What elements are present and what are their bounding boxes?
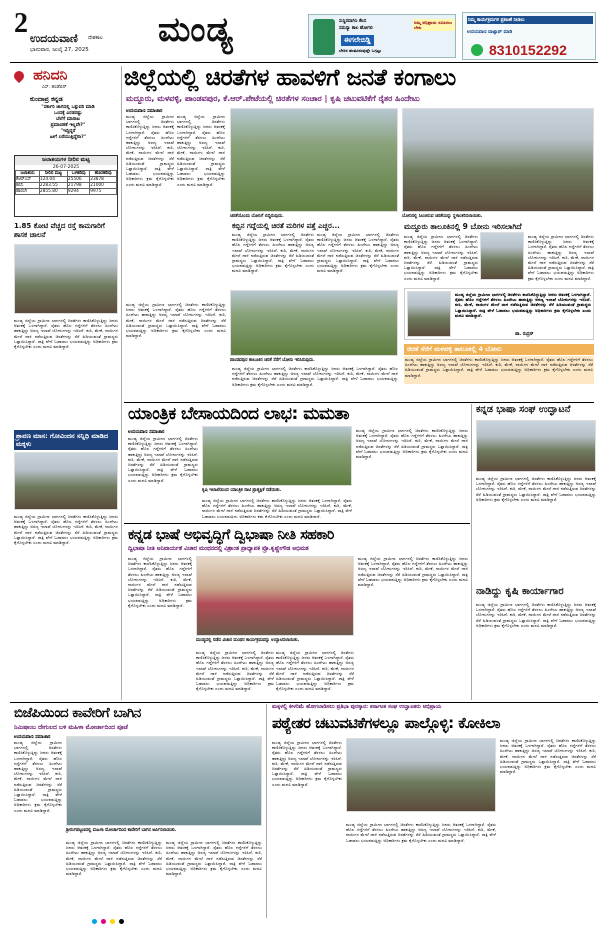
section-title: ಮಂಡ್ಯ (158, 10, 234, 50)
lead-col2: ಮಂಡ್ಯ ಜಿಲ್ಲೆಯ ಗ್ರಾಮೀಣ ಭಾಗಗಳಲ್ಲಿ ಚಿರತೆಗಳು ಕಾಣಿಸಿಕೊಳ್ಳುತ್ತಿದ್ದು ಜನರು ಆತಂಕಕ್ಕೆ ಒಳಗಾಗಿದ್ದಾರೆ. ರೈತರು ಹೊಲ ಗದ್ದೆಗಳಿಗೆ ತೆರಳಲು ಹಿಂದೇಟು ಹಾಕುತ್ತಿದ್ದು ಅರಣ್ಯ ಇಲಾಖೆ ಬೋನುಗಳನ್ನು ಇರಿಸಿದೆ. ಕುರಿ, ಮೇಕೆ, ನಾಯಿಗಳ ಮೇಲೆ ದಾಳಿ ನಡೆಸುತ್ತಿರುವ ಚಿರತೆಗಳನ್ನು ಸೆರೆ ಹಿಡಿಯುವಂತೆ ಗ್ರಾಮಸ್ಥರು ಒತ್ತಾಯಿಸಿದ್ದಾರೆ. ರಾತ್ರಿ ವೇಳೆ ಓಡಾಡಲು ಭಯಪಡುತ್ತಿದ್ದು ಅಧಿಕಾರಿಗಳು ಕ್ರಮ ಕೈಗೊಳ್ಳಬೇಕು ಎಂದು ಮನವಿ ಮಾಡಿದ್ದಾರೆ. (177, 114, 225, 187)
table-cell: 124.04 (39, 177, 67, 183)
lead-box-headline: ಕಬ್ಬಿನ ಗದ್ದೆಯಲ್ಲಿ ಚಿರತೆ ಮರಿಗಳ ಪತ್ತೆ ಎಚ್ಚರ... (232, 222, 340, 230)
water-level-table (15, 170, 117, 195)
table-cell: ಕೆಆರ್‌ಎಸ್ (16, 177, 40, 183)
page-number: 2 (14, 8, 28, 39)
table-header: ನೀರಿನ ಮಟ್ಟ (39, 171, 67, 177)
orange-box-headline: ಚಿರತೆ ಸೆರೆಗೆ ಮಳವಳ್ಳಿ ತಾಲೂಕಲ್ಲಿ 4 ಬೋನು (404, 344, 594, 355)
right-headline-workshop: ನಾಡಿದ್ದು ಕೃಷಿ ಕಾರ್ಯಾಗಾರ (476, 586, 564, 597)
heart-icon (12, 68, 26, 82)
table-cell: 25506 (67, 177, 89, 183)
phone-graphic-icon (313, 19, 335, 55)
ad2-line1: ನಿಮ್ಮ ಕಾರ್ಯಕ್ರಮಗಳ ಪ್ರಕಟಣೆ ನೀಡಲು (467, 16, 593, 24)
bottom-headline-kokila: ಪಠ್ಯೇತರ ಚಟುವಟಿಕೆಗಳಲ್ಲೂ ಪಾಲ್ಗೊಳ್ಳಿ: ಕೋಕಿಲಾ (272, 714, 501, 732)
table-cell: 23878 (90, 177, 117, 183)
ad1-line2: ಸಮಸ್ಯಾ ಕಾಲ ಹೋಗಲಿ (339, 26, 373, 31)
poem-line: "ಸರ್ಕಾರಿ ಜಾಗದಲ್ಲಿ ಒತ್ತುವರಿ ಮಾಡಿ (41, 105, 95, 110)
right-headline-sangha: ಕನ್ನಡ ಭಾಷಾ ಸಂಘ ಉದ್ಘಾಟನೆ (476, 404, 571, 415)
water-box-title: ಜಲಾಶಯಗಳ ನೀರಿನ ಮಟ್ಟ (15, 156, 117, 165)
lead-caption2: ಬೋನಿನಲ್ಲಿ ಸಿಲುಕಿರುವ ಚಿರತೆಯನ್ನು ಸ್ಥಳಾಂತರಿಸಲಾಯಿತು. (402, 214, 483, 219)
middle-col1: ಮಂಡ್ಯ ಜಿಲ್ಲೆಯ ಗ್ರಾಮೀಣ ಭಾಗಗಳಲ್ಲಿ ಚಿರತೆಗಳು ಕಾಣಿಸಿಕೊಳ್ಳುತ್ತಿದ್ದು ಜನರು ಆತಂಕಕ್ಕೆ ಒಳಗಾಗಿದ್ದಾರೆ. ರೈತರು ಹೊಲ ಗದ್ದೆಗಳಿಗೆ ತೆರಳಲು ಹಿಂದೇಟು ಹಾಕುತ್ತಿದ್ದು ಅರಣ್ಯ ಇಲಾಖೆ ಬೋನುಗಳನ್ನು ಇರಿಸಿದೆ. ಕುರಿ, ಮೇಕೆ, ನಾಯಿಗಳ ಮೇಲೆ ದಾಳಿ ನಡೆಸುತ್ತಿರುವ ಚಿರತೆಗಳನ್ನು ಸೆರೆ ಹಿಡಿಯುವಂತೆ ಗ್ರಾಮಸ್ಥರು ಒತ್ತಾಯಿಸಿದ್ದಾರೆ. ರಾತ್ರಿ ವೇಳೆ ಓಡಾಡಲು ಭಯಪಡುತ್ತಿದ್ದು ಅಧಿಕಾರಿಗಳು ಕ್ರಮ ಕೈಗೊಳ್ಳಬೇಕು ಎಂದು ಮನವಿ ಮಾಡಿದ್ದಾರೆ. (128, 436, 198, 483)
registration-marks (92, 919, 124, 924)
water-box-date: 26-07-2025 (52, 165, 80, 170)
lead-photo-team (402, 108, 594, 212)
quote-box (404, 288, 594, 340)
bottom-divider (266, 704, 267, 918)
table-cell: 21000 (90, 183, 117, 189)
poem-line: ಹೀಗೆ ಬರೆಯುತ್ತಿದ್ದೆನಾ?" (49, 135, 87, 140)
middle-caption: ಕೃಷಿ ಇಲಾಖೆಯಿಂದ ಯಾಂತ್ರಿಕ ನಾಟಿ ಪ್ರಾತ್ಯಕ್ಷಿಕೆ ನಡೆಯಿತು. (202, 488, 282, 493)
lead-col1: ಮಂಡ್ಯ ಜಿಲ್ಲೆಯ ಗ್ರಾಮೀಣ ಭಾಗಗಳಲ್ಲಿ ಚಿರತೆಗಳು ಕಾಣಿಸಿಕೊಳ್ಳುತ್ತಿದ್ದು ಜನರು ಆತಂಕಕ್ಕೆ ಒಳಗಾಗಿದ್ದಾರೆ. ರೈತರು ಹೊಲ ಗದ್ದೆಗಳಿಗೆ ತೆರಳಲು ಹಿಂದೇಟು ಹಾಕುತ್ತಿದ್ದು ಅರಣ್ಯ ಇಲಾಖೆ ಬೋನುಗಳನ್ನು ಇರಿಸಿದೆ. ಕುರಿ, ಮೇಕೆ, ನಾಯಿಗಳ ಮೇಲೆ ದಾಳಿ ನಡೆಸುತ್ತಿರುವ ಚಿರತೆಗಳನ್ನು ಸೆರೆ ಹಿಡಿಯುವಂತೆ ಗ್ರಾಮಸ್ಥರು ಒತ್ತಾಯಿಸಿದ್ದಾರೆ. ರಾತ್ರಿ ವೇಳೆ ಓಡಾಡಲು ಭಯಪಡುತ್ತಿದ್ದು ಅಧಿಕಾರಿಗಳು ಕ್ರಮ ಕೈಗೊಳ್ಳಬೇಕು ಎಂದು ಮನವಿ ಮಾಡಿದ್ದಾರೆ. (126, 114, 174, 187)
kannada-col2: ಮಂಡ್ಯ ಜಿಲ್ಲೆಯ ಗ್ರಾಮೀಣ ಭಾಗಗಳಲ್ಲಿ ಚಿರತೆಗಳು ಕಾಣಿಸಿಕೊಳ್ಳುತ್ತಿದ್ದು ಜನರು ಆತಂಕಕ್ಕೆ ಒಳಗಾಗಿದ್ದಾರೆ. ರೈತರು ಹೊಲ ಗದ್ದೆಗಳಿಗೆ ತೆರಳಲು ಹಿಂದೇಟು ಹಾಕುತ್ತಿದ್ದು ಅರಣ್ಯ ಇಲಾಖೆ ಬೋನುಗಳನ್ನು ಇರಿಸಿದೆ. ಕುರಿ, ಮೇಕೆ, ನಾಯಿಗಳ ಮೇಲೆ ದಾಳಿ ನಡೆಸುತ್ತಿರುವ ಚಿರತೆಗಳನ್ನು ಸೆರೆ ಹಿಡಿಯುವಂತೆ ಗ್ರಾಮಸ್ಥರು ಒತ್ತಾಯಿಸಿದ್ದಾರೆ. ರಾತ್ರಿ ವೇಳೆ ಓಡಾಡಲು ಭಯಪಡುತ್ತಿದ್ದು ಅಧಿಕಾರಿಗಳು ಕ್ರಮ ಕೈಗೊಳ್ಳಬೇಕು ಎಂದು ಮನವಿ ಮಾಡಿದ್ದಾರೆ. (196, 650, 274, 692)
kokila-col2: ಮಂಡ್ಯ ಜಿಲ್ಲೆಯ ಗ್ರಾಮೀಣ ಭಾಗಗಳಲ್ಲಿ ಚಿರತೆಗಳು ಕಾಣಿಸಿಕೊಳ್ಳುತ್ತಿದ್ದು ಜನರು ಆತಂಕಕ್ಕೆ ಒಳಗಾಗಿದ್ದಾರೆ. ರೈತರು ಹೊಲ ಗದ್ದೆಗಳಿಗೆ ತೆರಳಲು ಹಿಂದೇಟು ಹಾಕುತ್ತಿದ್ದು ಅರಣ್ಯ ಇಲಾಖೆ ಬೋನುಗಳನ್ನು ಇರಿಸಿದೆ. ಕುರಿ, ಮೇಕೆ, ನಾಯಿಗಳ ಮೇಲೆ ದಾಳಿ ನಡೆಸುತ್ತಿರುವ ಚಿರತೆಗಳನ್ನು ಸೆರೆ ಹಿಡಿಯುವಂತೆ ಗ್ರಾಮಸ್ಥರು ಒತ್ತಾಯಿಸಿದ್ದಾರೆ. ರಾತ್ರಿ ವೇಳೆ ಓಡಾಡಲು ಭಯಪಡುತ್ತಿದ್ದು ಅಧಿಕಾರಿಗಳು ಕ್ರಮ ಕೈಗೊಳ್ಳಬೇಕು ಎಂದು ಮನವಿ ಮಾಡಿದ್ದಾರೆ. (346, 822, 496, 843)
table-cell: ಕಬಿನಿ (16, 183, 40, 189)
lead-byline: ಉದಯವಾಣಿ ಸಮಾಚಾರ (126, 109, 163, 114)
right-body-sangha: ಮಂಡ್ಯ ಜಿಲ್ಲೆಯ ಗ್ರಾಮೀಣ ಭಾಗಗಳಲ್ಲಿ ಚಿರತೆಗಳು ಕಾಣಿಸಿಕೊಳ್ಳುತ್ತಿದ್ದು ಜನರು ಆತಂಕಕ್ಕೆ ಒಳಗಾಗಿದ್ದಾರೆ. ರೈತರು ಹೊಲ ಗದ್ದೆಗಳಿಗೆ ತೆರಳಲು ಹಿಂದೇಟು ಹಾಕುತ್ತಿದ್ದು ಅರಣ್ಯ ಇಲಾಖೆ ಬೋನುಗಳನ್ನು ಇರಿಸಿದೆ. ಕುರಿ, ಮೇಕೆ, ನಾಯಿಗಳ ಮೇಲೆ ದಾಳಿ ನಡೆಸುತ್ತಿರುವ ಚಿರತೆಗಳನ್ನು ಸೆರೆ ಹಿಡಿಯುವಂತೆ ಗ್ರಾಮಸ್ಥರು ಒತ್ತಾಯಿಸಿದ್ದಾರೆ. ರಾತ್ರಿ ವೇಳೆ ಓಡಾಡಲು ಭಯಪಡುತ್ತಿದ್ದು ಅಧಿಕಾರಿಗಳು ಕ್ರಮ ಕೈಗೊಳ್ಳಬೇಕು ಎಂದು ಮನವಿ ಮಾಡಿದ್ದಾರೆ. (476, 476, 596, 502)
lead-photo-cage (230, 108, 398, 212)
table-header: ಹೊರಹರಿವು (90, 171, 117, 177)
kannada-col4: ಮಂಡ್ಯ ಜಿಲ್ಲೆಯ ಗ್ರಾಮೀಣ ಭಾಗಗಳಲ್ಲಿ ಚಿರತೆಗಳು ಕಾಣಿಸಿಕೊಳ್ಳುತ್ತಿದ್ದು ಜನರು ಆತಂಕಕ್ಕೆ ಒಳಗಾಗಿದ್ದಾರೆ. ರೈತರು ಹೊಲ ಗದ್ದೆಗಳಿಗೆ ತೆರಳಲು ಹಿಂದೇಟು ಹಾಕುತ್ತಿದ್ದು ಅರಣ್ಯ ಇಲಾಖೆ ಬೋನುಗಳನ್ನು ಇರಿಸಿದೆ. ಕುರಿ, ಮೇಕೆ, ನಾಯಿಗಳ ಮೇಲೆ ದಾಳಿ ನಡೆಸುತ್ತಿರುವ ಚಿರತೆಗಳನ್ನು ಸೆರೆ ಹಿಡಿಯುವಂತೆ ಗ್ರಾಮಸ್ಥರು ಒತ್ತಾಯಿಸಿದ್ದಾರೆ. ರಾತ್ರಿ ವೇಳೆ ಓಡಾಡಲು ಭಯಪಡುತ್ತಿದ್ದು ಅಧಿಕಾರಿಗಳು ಕ್ರಮ ಕೈಗೊಳ್ಳಬೇಕು ಎಂದು ಮನವಿ ಮಾಡಿದ್ದಾರೆ. (358, 556, 468, 588)
bottom-col2: ಮಂಡ್ಯ ಜಿಲ್ಲೆಯ ಗ್ರಾಮೀಣ ಭಾಗಗಳಲ್ಲಿ ಚಿರತೆಗಳು ಕಾಣಿಸಿಕೊಳ್ಳುತ್ತಿದ್ದು ಜನರು ಆತಂಕಕ್ಕೆ ಒಳಗಾಗಿದ್ದಾರೆ. ರೈತರು ಹೊಲ ಗದ್ದೆಗಳಿಗೆ ತೆರಳಲು ಹಿಂದೇಟು ಹಾಕುತ್ತಿದ್ದು ಅರಣ್ಯ ಇಲಾಖೆ ಬೋನುಗಳನ್ನು ಇರಿಸಿದೆ. ಕುರಿ, ಮೇಕೆ, ನಾಯಿಗಳ ಮೇಲೆ ದಾಳಿ ನಡೆಸುತ್ತಿರುವ ಚಿರತೆಗಳನ್ನು ಸೆರೆ ಹಿಡಿಯುವಂತೆ ಗ್ರಾಮಸ್ಥರು ಒತ್ತಾಯಿಸಿದ್ದಾರೆ. ರಾತ್ರಿ ವೇಳೆ ಓಡಾಡಲು ಭಯಪಡುತ್ತಿದ್ದು ಅಧಿಕಾರಿಗಳು ಕ್ರಮ ಕೈಗೊಳ್ಳಬೇಕು ಎಂದು ಮನವಿ ಮಾಡಿದ್ದಾರೆ. (66, 840, 162, 877)
middle-photo-field (202, 426, 352, 486)
column-author: ಎಸ್. ಹಂಡೆಬಿನ್ (42, 85, 67, 90)
bottom-headline-bagina: ಬಿಜೆಪಿಯಿಂದ ಕಾವೇರಿಗೆ ಬಾಗಿನ (14, 705, 141, 721)
middle-subhead-kannada: ದ್ವಿಭಾಷಾ ನೀತಿ ಅನಿವಾರ್ಯತೆ ವಿಚಾರ ಮಂಥನದಲ್ಲಿ ವಿಶ್ರಾಂತ ಪ್ರಾಧ್ಯಾಪಕ ಪ್ರೊ.ಕೃಷ್ಣೇಗೌಡ ಅಭಿಮತ (128, 546, 309, 552)
ad-banner-2[interactable] (462, 12, 596, 60)
lead-box-col1: ಮಂಡ್ಯ ಜಿಲ್ಲೆಯ ಗ್ರಾಮೀಣ ಭಾಗಗಳಲ್ಲಿ ಚಿರತೆಗಳು ಕಾಣಿಸಿಕೊಳ್ಳುತ್ತಿದ್ದು ಜನರು ಆತಂಕಕ್ಕೆ ಒಳಗಾಗಿದ್ದಾರೆ. ರೈತರು ಹೊಲ ಗದ್ದೆಗಳಿಗೆ ತೆರಳಲು ಹಿಂದೇಟು ಹಾಕುತ್ತಿದ್ದು ಅರಣ್ಯ ಇಲಾಖೆ ಬೋನುಗಳನ್ನು ಇರಿಸಿದೆ. ಕುರಿ, ಮೇಕೆ, ನಾಯಿಗಳ ಮೇಲೆ ದಾಳಿ ನಡೆಸುತ್ತಿರುವ ಚಿರತೆಗಳನ್ನು ಸೆರೆ ಹಿಡಿಯುವಂತೆ ಗ್ರಾಮಸ್ಥರು ಒತ್ತಾಯಿಸಿದ್ದಾರೆ. ರಾತ್ರಿ ವೇಳೆ ಓಡಾಡಲು ಭಯಪಡುತ್ತಿದ್ದು ಅಧಿಕಾರಿಗಳು ಕ್ರಮ ಕೈಗೊಳ್ಳಬೇಕು ಎಂದು ಮನವಿ ಮಾಡಿದ್ದಾರೆ. (232, 232, 314, 274)
kokila-col1: ಮಂಡ್ಯ ಜಿಲ್ಲೆಯ ಗ್ರಾಮೀಣ ಭಾಗಗಳಲ್ಲಿ ಚಿರತೆಗಳು ಕಾಣಿಸಿಕೊಳ್ಳುತ್ತಿದ್ದು ಜನರು ಆತಂಕಕ್ಕೆ ಒಳಗಾಗಿದ್ದಾರೆ. ರೈತರು ಹೊಲ ಗದ್ದೆಗಳಿಗೆ ತೆರಳಲು ಹಿಂದೇಟು ಹಾಕುತ್ತಿದ್ದು ಅರಣ್ಯ ಇಲಾಖೆ ಬೋನುಗಳನ್ನು ಇರಿಸಿದೆ. ಕುರಿ, ಮೇಕೆ, ನಾಯಿಗಳ ಮೇಲೆ ದಾಳಿ ನಡೆಸುತ್ತಿರುವ ಚಿರತೆಗಳನ್ನು ಸೆರೆ ಹಿಡಿಯುವಂತೆ ಗ್ರಾಮಸ್ಥರು ಒತ್ತಾಯಿಸಿದ್ದಾರೆ. ರಾತ್ರಿ ವೇಳೆ ಓಡಾಡಲು ಭಯಪಡುತ್ತಿದ್ದು ಅಧಿಕಾರಿಗಳು ಕ್ರಮ ಕೈಗೊಳ್ಳಬೇಕು ಎಂದು ಮನವಿ ಮಾಡಿದ್ದಾರೆ. (272, 740, 342, 787)
magenta-dot-icon (101, 919, 106, 924)
issue-date: ಭಾನುವಾರ, ಜುಲೈ 27, 2025 (30, 47, 89, 53)
right-photo-sangha (476, 420, 596, 472)
lead-caption1: ಚಿರತೆಯೊಂದು ಬೋನಿಗೆ ಬಿದ್ದಿರುವುದು. (230, 214, 284, 219)
table-cell: ಹಾರಂಗಿ (16, 189, 40, 195)
orange-box-body: ಮಂಡ್ಯ ಜಿಲ್ಲೆಯ ಗ್ರಾಮೀಣ ಭಾಗಗಳಲ್ಲಿ ಚಿರತೆಗಳು ಕಾಣಿಸಿಕೊಳ್ಳುತ್ತಿದ್ದು ಜನರು ಆತಂಕಕ್ಕೆ ಒಳಗಾಗಿದ್ದಾರೆ. ರೈತರು ಹೊಲ ಗದ್ದೆಗಳಿಗೆ ತೆರಳಲು ಹಿಂದೇಟು ಹಾಕುತ್ತಿದ್ದು ಅರಣ್ಯ ಇಲಾಖೆ ಬೋನುಗಳನ್ನು ಇರಿಸಿದೆ. ಕುರಿ, ಮೇಕೆ, ನಾಯಿಗಳ ಮೇಲೆ ದಾಳಿ ನಡೆಸುತ್ತಿರುವ ಚಿರತೆಗಳನ್ನು ಸೆರೆ ಹಿಡಿಯುವಂತೆ ಗ್ರಾಮಸ್ಥರು ಒತ್ತಾಯಿಸಿದ್ದಾರೆ. ರಾತ್ರಿ ವೇಳೆ ಓಡಾಡಲು ಭಯಪಡುತ್ತಿದ್ದು ಅಧಿಕಾರಿಗಳು ಕ್ರಮ ಕೈಗೊಳ್ಳಬೇಕು ಎಂದು ಮನವಿ ಮಾಡಿದ್ದಾರೆ. (404, 356, 594, 384)
lead-col4: ಮಂಡ್ಯ ಜಿಲ್ಲೆಯ ಗ್ರಾಮೀಣ ಭಾಗಗಳಲ್ಲಿ ಚಿರತೆಗಳು ಕಾಣಿಸಿಕೊಳ್ಳುತ್ತಿದ್ದು ಜನರು ಆತಂಕಕ್ಕೆ ಒಳಗಾಗಿದ್ದಾರೆ. ರೈತರು ಹೊಲ ಗದ್ದೆಗಳಿಗೆ ತೆರಳಲು ಹಿಂದೇಟು ಹಾಕುತ್ತಿದ್ದು ಅರಣ್ಯ ಇಲಾಖೆ ಬೋನುಗಳನ್ನು ಇರಿಸಿದೆ. ಕುರಿ, ಮೇಕೆ, ನಾಯಿಗಳ ಮೇಲೆ ದಾಳಿ ನಡೆಸುತ್ತಿರುವ ಚಿರತೆಗಳನ್ನು ಸೆರೆ ಹಿಡಿಯುವಂತೆ ಗ್ರಾಮಸ್ಥರು ಒತ್ತಾಯಿಸಿದ್ದಾರೆ. ರಾತ್ರಿ ವೇಳೆ ಓಡಾಡಲು ಭಯಪಡುತ್ತಿದ್ದು ಅಧಿಕಾರಿಗಳು ಕ್ರಮ ಕೈಗೊಳ್ಳಬೇಕು ಎಂದು ಮನವಿ ಮಾಡಿದ್ದಾರೆ. (232, 366, 398, 387)
lead-col3: ಮಂಡ್ಯ ಜಿಲ್ಲೆಯ ಗ್ರಾಮೀಣ ಭಾಗಗಳಲ್ಲಿ ಚಿರತೆಗಳು ಕಾಣಿಸಿಕೊಳ್ಳುತ್ತಿದ್ದು ಜನರು ಆತಂಕಕ್ಕೆ ಒಳಗಾಗಿದ್ದಾರೆ. ರೈತರು ಹೊಲ ಗದ್ದೆಗಳಿಗೆ ತೆರಳಲು ಹಿಂದೇಟು ಹಾಕುತ್ತಿದ್ದು ಅರಣ್ಯ ಇಲಾಖೆ ಬೋನುಗಳನ್ನು ಇರಿಸಿದೆ. ಕುರಿ, ಮೇಕೆ, ನಾಯಿಗಳ ಮೇಲೆ ದಾಳಿ ನಡೆಸುತ್ತಿರುವ ಚಿರತೆಗಳನ್ನು ಸೆರೆ ಹಿಡಿಯುವಂತೆ ಗ್ರಾಮಸ್ಥರು ಒತ್ತಾಯಿಸಿದ್ದಾರೆ. ರಾತ್ರಿ ವೇಳೆ ಓಡಾಡಲು ಭಯಪಡುತ್ತಿದ್ದು ಅಧಿಕಾರಿಗಳು ಕ್ರಮ ಕೈಗೊಳ್ಳಬೇಕು ಎಂದು ಮನವಿ ಮಾಡಿದ್ದಾರೆ. (126, 302, 226, 339)
kokila-photo (346, 738, 496, 812)
ad1-line4: ಬೇರಿಸ ಹಂತವಿರುವುದ್ದೇ ಒಗ್ಗಟ್ಟು (339, 48, 382, 53)
masthead (0, 0, 600, 62)
bottom-byline: ಉದಯವಾಣಿ ಸಮಾಚಾರ (14, 735, 51, 740)
paper-name: ಉದಯವಾಣಿ (30, 32, 78, 45)
middle-right-divider (471, 404, 472, 700)
middle-headline-mechanized: ಯಾಂತ್ರಿಕ ಬೇಸಾಯದಿಂದ ಲಾಭ: ಮಮತಾ (128, 404, 350, 424)
table-cell: 2283.55 (39, 183, 67, 189)
poem-line: ಬೆಲೆಗೆ ಮಾರಾಟ (56, 117, 80, 122)
lead-caption3: ಪಾಂಡವಪುರ ತಾಲೂಕಿನ ಚಿರತೆ ಸೆರೆಗೆ ಬೋನು ಇರಿಸಿರುವುದು. (230, 358, 315, 363)
table-cell: 9975 (90, 189, 117, 195)
black-dot-icon (119, 919, 124, 924)
kannada-caption: ಮಂಡ್ಯದಲ್ಲಿ ನಡೆದ ವಿಚಾರ ಮಂಥನ ಕಾರ್ಯಕ್ರಮವನ್ನು ಉದ್ಘಾಟಿಸಲಾಯಿತು. (196, 638, 300, 643)
table-cell: 9294 (67, 189, 89, 195)
poem-line: ಪ್ರಮಾಣಿಕತೆ ಇಲ್ಲವೇ?" (50, 123, 86, 128)
kokila-col3: ಮಂಡ್ಯ ಜಿಲ್ಲೆಯ ಗ್ರಾಮೀಣ ಭಾಗಗಳಲ್ಲಿ ಚಿರತೆಗಳು ಕಾಣಿಸಿಕೊಳ್ಳುತ್ತಿದ್ದು ಜನರು ಆತಂಕಕ್ಕೆ ಒಳಗಾಗಿದ್ದಾರೆ. ರೈತರು ಹೊಲ ಗದ್ದೆಗಳಿಗೆ ತೆರಳಲು ಹಿಂದೇಟು ಹಾಕುತ್ತಿದ್ದು ಅರಣ್ಯ ಇಲಾಖೆ ಬೋನುಗಳನ್ನು ಇರಿಸಿದೆ. ಕುರಿ, ಮೇಕೆ, ನಾಯಿಗಳ ಮೇಲೆ ದಾಳಿ ನಡೆಸುತ್ತಿರುವ ಚಿರತೆಗಳನ್ನು ಸೆರೆ ಹಿಡಿಯುವಂತೆ ಗ್ರಾಮಸ್ಥರು ಒತ್ತಾಯಿಸಿದ್ದಾರೆ. ರಾತ್ರಿ ವೇಳೆ ಓಡಾಡಲು ಭಯಪಡುತ್ತಿದ್ದು ಅಧಿಕಾರಿಗಳು ಕ್ರಮ ಕೈಗೊಳ್ಳಬೇಕು ಎಂದು ಮನವಿ ಮಾಡಿದ್ದಾರೆ. (500, 738, 596, 775)
yellow-dot-icon (110, 919, 115, 924)
ad1-line3: ಈಗಲೇಬಿಡ್ಡಿ (341, 35, 374, 46)
sidebar-divider (121, 66, 122, 700)
poem-block (26, 105, 110, 141)
poem-line: ಒಂದಕ್ಕೆ ಎರಡರಷ್ಟು (53, 111, 83, 116)
middle-col2: ಮಂಡ್ಯ ಜಿಲ್ಲೆಯ ಗ್ರಾಮೀಣ ಭಾಗಗಳಲ್ಲಿ ಚಿರತೆಗಳು ಕಾಣಿಸಿಕೊಳ್ಳುತ್ತಿದ್ದು ಜನರು ಆತಂಕಕ್ಕೆ ಒಳಗಾಗಿದ್ದಾರೆ. ರೈತರು ಹೊಲ ಗದ್ದೆಗಳಿಗೆ ತೆರಳಲು ಹಿಂದೇಟು ಹಾಕುತ್ತಿದ್ದು ಅರಣ್ಯ ಇಲಾಖೆ ಬೋನುಗಳನ್ನು ಇರಿಸಿದೆ. ಕುರಿ, ಮೇಕೆ, ನಾಯಿಗಳ ಮೇಲೆ ದಾಳಿ ನಡೆಸುತ್ತಿರುವ ಚಿರತೆಗಳನ್ನು ಸೆರೆ ಹಿಡಿಯುವಂತೆ ಗ್ರಾಮಸ್ಥರು ಒತ್ತಾಯಿಸಿದ್ದಾರೆ. ರಾತ್ರಿ ವೇಳೆ ಓಡಾಡಲು ಭಯಪಡುತ್ತಿದ್ದು ಅಧಿಕಾರಿಗಳು ಕ್ರಮ ಕೈಗೊಳ್ಳಬೇಕು ಎಂದು ಮನವಿ ಮಾಡಿದ್ದಾರೆ. (356, 428, 468, 460)
lead-box-col2: ಮಂಡ್ಯ ಜಿಲ್ಲೆಯ ಗ್ರಾಮೀಣ ಭಾಗಗಳಲ್ಲಿ ಚಿರತೆಗಳು ಕಾಣಿಸಿಕೊಳ್ಳುತ್ತಿದ್ದು ಜನರು ಆತಂಕಕ್ಕೆ ಒಳಗಾಗಿದ್ದಾರೆ. ರೈತರು ಹೊಲ ಗದ್ದೆಗಳಿಗೆ ತೆರಳಲು ಹಿಂದೇಟು ಹಾಕುತ್ತಿದ್ದು ಅರಣ್ಯ ಇಲಾಖೆ ಬೋನುಗಳನ್ನು ಇರಿಸಿದೆ. ಕುರಿ, ಮೇಕೆ, ನಾಯಿಗಳ ಮೇಲೆ ದಾಳಿ ನಡೆಸುತ್ತಿರುವ ಚಿರತೆಗಳನ್ನು ಸೆರೆ ಹಿಡಿಯುವಂತೆ ಗ್ರಾಮಸ್ಥರು ಒತ್ತಾಯಿಸಿದ್ದಾರೆ. ರಾತ್ರಿ ವೇಳೆ ಓಡಾಡಲು ಭಯಪಡುತ್ತಿದ್ದು ಅಧಿಕಾರಿಗಳು ಕ್ರಮ ಕೈಗೊಳ್ಳಬೇಕು ಎಂದು ಮನವಿ ಮಾಡಿದ್ದಾರೆ. (317, 232, 399, 274)
kannada-col3: ಮಂಡ್ಯ ಜಿಲ್ಲೆಯ ಗ್ರಾಮೀಣ ಭಾಗಗಳಲ್ಲಿ ಚಿರತೆಗಳು ಕಾಣಿಸಿಕೊಳ್ಳುತ್ತಿದ್ದು ಜನರು ಆತಂಕಕ್ಕೆ ಒಳಗಾಗಿದ್ದಾರೆ. ರೈತರು ಹೊಲ ಗದ್ದೆಗಳಿಗೆ ತೆರಳಲು ಹಿಂದೇಟು ಹಾಕುತ್ತಿದ್ದು ಅರಣ್ಯ ಇಲಾಖೆ ಬೋನುಗಳನ್ನು ಇರಿಸಿದೆ. ಕುರಿ, ಮೇಕೆ, ನಾಯಿಗಳ ಮೇಲೆ ದಾಳಿ ನಡೆಸುತ್ತಿರುವ ಚಿರತೆಗಳನ್ನು ಸೆರೆ ಹಿಡಿಯುವಂತೆ ಗ್ರಾಮಸ್ಥರು ಒತ್ತಾಯಿಸಿದ್ದಾರೆ. ರಾತ್ರಿ ವೇಳೆ ಓಡಾಡಲು ಭಯಪಡುತ್ತಿದ್ದು ಅಧಿಕಾರಿಗಳು ಕ್ರಮ ಕೈಗೊಳ್ಳಬೇಕು ಎಂದು ಮನವಿ ಮಾಡಿದ್ದಾರೆ. (276, 650, 354, 692)
whatsapp-icon (471, 44, 483, 56)
sidebar-story1-body: ಮಂಡ್ಯ ಜಿಲ್ಲೆಯ ಗ್ರಾಮೀಣ ಭಾಗಗಳಲ್ಲಿ ಚಿರತೆಗಳು ಕಾಣಿಸಿಕೊಳ್ಳುತ್ತಿದ್ದು ಜನರು ಆತಂಕಕ್ಕೆ ಒಳಗಾಗಿದ್ದಾರೆ. ರೈತರು ಹೊಲ ಗದ್ದೆಗಳಿಗೆ ತೆರಳಲು ಹಿಂದೇಟು ಹಾಕುತ್ತಿದ್ದು ಅರಣ್ಯ ಇಲಾಖೆ ಬೋನುಗಳನ್ನು ಇರಿಸಿದೆ. ಕುರಿ, ಮೇಕೆ, ನಾಯಿಗಳ ಮೇಲೆ ದಾಳಿ ನಡೆಸುತ್ತಿರುವ ಚಿರತೆಗಳನ್ನು ಸೆರೆ ಹಿಡಿಯುವಂತೆ ಗ್ರಾಮಸ್ಥರು ಒತ್ತಾಯಿಸಿದ್ದಾರೆ. ರಾತ್ರಿ ವೇಳೆ ಓಡಾಡಲು ಭಯಪಡುತ್ತಿದ್ದು ಅಧಿಕಾರಿಗಳು ಕ್ರಮ ಕೈಗೊಳ್ಳಬೇಕು ಎಂದು ಮನವಿ ಮಾಡಿದ್ದಾರೆ. (14, 318, 118, 350)
ad1-line1: ಸುಸ್ಥಿರವಾಗಿಸಿ ಕೆಲಸ (339, 19, 367, 24)
sidebar-story2-body: ಮಂಡ್ಯ ಜಿಲ್ಲೆಯ ಗ್ರಾಮೀಣ ಭಾಗಗಳಲ್ಲಿ ಚಿರತೆಗಳು ಕಾಣಿಸಿಕೊಳ್ಳುತ್ತಿದ್ದು ಜನರು ಆತಂಕಕ್ಕೆ ಒಳಗಾಗಿದ್ದಾರೆ. ರೈತರು ಹೊಲ ಗದ್ದೆಗಳಿಗೆ ತೆರಳಲು ಹಿಂದೇಟು ಹಾಕುತ್ತಿದ್ದು ಅರಣ್ಯ ಇಲಾಖೆ ಬೋನುಗಳನ್ನು ಇರಿಸಿದೆ. ಕುರಿ, ಮೇಕೆ, ನಾಯಿಗಳ ಮೇಲೆ ದಾಳಿ ನಡೆಸುತ್ತಿರುವ ಚಿರತೆಗಳನ್ನು ಸೆರೆ ಹಿಡಿಯುವಂತೆ ಗ್ರಾಮಸ್ಥರು ಒತ್ತಾಯಿಸಿದ್ದಾರೆ. ರಾತ್ರಿ ವೇಳೆ ಓಡಾಡಲು ಭಯಪಡುತ್ತಿದ್ದು ಅಧಿಕಾರಿಗಳು ಕ್ರಮ ಕೈಗೊಳ್ಳಬೇಕು ಎಂದು ಮನವಿ ಮಾಡಿದ್ದಾರೆ. (14, 514, 118, 546)
bottom-subhead-bagina: ನಿಮಿಷಾಂಬ ದೇಗುಲದ ಬಳಿ ಮಹಿಳಾ ಮೋರ್ಚಾದಿಂದ ಪೂಜೆ (14, 724, 128, 731)
quote-portrait (407, 291, 451, 337)
officer-portrait (480, 232, 524, 280)
sidebar-story2-headline: ಶ್ರಾವಣ ಮಾಸ: ಗೋವಿಂದನ ಸನ್ನಿಧಿ ಮಾಡಿದ ಮಕ್ಕಳು (14, 430, 118, 450)
ad-banner-1[interactable] (308, 14, 456, 58)
sidebar-story2-photo (14, 452, 118, 510)
kannada-col1: ಮಂಡ್ಯ ಜಿಲ್ಲೆಯ ಗ್ರಾಮೀಣ ಭಾಗಗಳಲ್ಲಿ ಚಿರತೆಗಳು ಕಾಣಿಸಿಕೊಳ್ಳುತ್ತಿದ್ದು ಜನರು ಆತಂಕಕ್ಕೆ ಒಳಗಾಗಿದ್ದಾರೆ. ರೈತರು ಹೊಲ ಗದ್ದೆಗಳಿಗೆ ತೆರಳಲು ಹಿಂದೇಟು ಹಾಕುತ್ತಿದ್ದು ಅರಣ್ಯ ಇಲಾಖೆ ಬೋನುಗಳನ್ನು ಇರಿಸಿದೆ. ಕುರಿ, ಮೇಕೆ, ನಾಯಿಗಳ ಮೇಲೆ ದಾಳಿ ನಡೆಸುತ್ತಿರುವ ಚಿರತೆಗಳನ್ನು ಸೆರೆ ಹಿಡಿಯುವಂತೆ ಗ್ರಾಮಸ್ಥರು ಒತ್ತಾಯಿಸಿದ್ದಾರೆ. ರಾತ್ರಿ ವೇಳೆ ಓಡಾಡಲು ಭಯಪಡುತ್ತಿದ್ದು ಅಧಿಕಾರಿಗಳು ಕ್ರಮ ಕೈಗೊಳ್ಳಬೇಕು ಎಂದು ಮನವಿ ಮಾಡಿದ್ದಾರೆ. (128, 556, 192, 608)
cyan-dot-icon (92, 919, 97, 924)
kannada-photo-stage (196, 556, 354, 636)
side-body1: ಮಂಡ್ಯ ಜಿಲ್ಲೆಯ ಗ್ರಾಮೀಣ ಭಾಗಗಳಲ್ಲಿ ಚಿರತೆಗಳು ಕಾಣಿಸಿಕೊಳ್ಳುತ್ತಿದ್ದು ಜನರು ಆತಂಕಕ್ಕೆ ಒಳಗಾಗಿದ್ದಾರೆ. ರೈತರು ಹೊಲ ಗದ್ದೆಗಳಿಗೆ ತೆರಳಲು ಹಿಂದೇಟು ಹಾಕುತ್ತಿದ್ದು ಅರಣ್ಯ ಇಲಾಖೆ ಬೋನುಗಳನ್ನು ಇರಿಸಿದೆ. ಕುರಿ, ಮೇಕೆ, ನಾಯಿಗಳ ಮೇಲೆ ದಾಳಿ ನಡೆಸುತ್ತಿರುವ ಚಿರತೆಗಳನ್ನು ಸೆರೆ ಹಿಡಿಯುವಂತೆ ಗ್ರಾಮಸ್ಥರು ಒತ್ತಾಯಿಸಿದ್ದಾರೆ. ರಾತ್ರಿ ವೇಳೆ ಓಡಾಡಲು ಭಯಪಡುತ್ತಿದ್ದು ಅಧಿಕಾರಿಗಳು ಕ್ರಮ ಕೈಗೊಳ್ಳಬೇಕು ಎಂದು ಮನವಿ ಮಾಡಿದ್ದಾರೆ. (404, 234, 478, 281)
bottom-kicker: ಮಕ್ಕಳಲ್ಲಿ ಕೀಳರಿಮೆ ಹೋಗಲಾಡಿಸಲು ಪ್ರತಿಭಾ ಪುರಸ್ಕಾರ: ಕರ್ನಾಟಕ ಸಂಘ ಉದ್ಘಾಟಕರು ಅಭಿಪ್ರಾಯ (272, 704, 442, 710)
middle-headline-kannada: ಕನ್ನಡ ಭಾಷೆ ಅಭಿವೃದ್ಧಿಗೆ ದ್ವಿಭಾಷಾ ನೀತಿ ಸಹಕಾರಿ (128, 527, 334, 543)
water-level-box (14, 155, 118, 217)
quote-name: ಡಾ. ರುದ್ರನ್ (515, 332, 534, 337)
table-cell: 21798 (67, 183, 89, 189)
sidebar-story1-headline: 1.85 ಕೋಟಿ ವೆಚ್ಚದ ರಸ್ತೆ ಕಾಮಗಾರಿಗೆ ಶಾಸಕ ಚಾಲನೆ (14, 222, 105, 239)
lead-photo-bottom (230, 290, 398, 356)
table-header: ಜಲಾಶಯ (16, 171, 40, 177)
section-rule-2 (124, 523, 470, 524)
table-header: ಒಳಹರಿವು (67, 171, 89, 177)
poem-line: "ಇದ್ದಿದ್ದರೆ (60, 129, 76, 134)
table-cell: 2855.80 (39, 189, 67, 195)
right-body-workshop: ಮಂಡ್ಯ ಜಿಲ್ಲೆಯ ಗ್ರಾಮೀಣ ಭಾಗಗಳಲ್ಲಿ ಚಿರತೆಗಳು ಕಾಣಿಸಿಕೊಳ್ಳುತ್ತಿದ್ದು ಜನರು ಆತಂಕಕ್ಕೆ ಒಳಗಾಗಿದ್ದಾರೆ. ರೈತರು ಹೊಲ ಗದ್ದೆಗಳಿಗೆ ತೆರಳಲು ಹಿಂದೇಟು ಹಾಕುತ್ತಿದ್ದು ಅರಣ್ಯ ಇಲಾಖೆ ಬೋನುಗಳನ್ನು ಇರಿಸಿದೆ. ಕುರಿ, ಮೇಕೆ, ನಾಯಿಗಳ ಮೇಲೆ ದಾಳಿ ನಡೆಸುತ್ತಿರುವ ಚಿರತೆಗಳನ್ನು ಸೆರೆ ಹಿಡಿಯುವಂತೆ ಗ್ರಾಮಸ್ಥರು ಒತ್ತಾಯಿಸಿದ್ದಾರೆ. ರಾತ್ರಿ ವೇಳೆ ಓಡಾಡಲು ಭಯಪಡುತ್ತಿದ್ದು ಅಧಿಕಾರಿಗಳು ಕ್ರಮ ಕೈಗೊಳ್ಳಬೇಕು ಎಂದು ಮನವಿ ಮಾಡಿದ್ದಾರೆ. (476, 602, 596, 628)
bottom-photo-river (66, 736, 262, 826)
column-title: ಕುಂದಾಪ್ರ ಕನ್ನಡ (30, 95, 63, 103)
brand-title: ಹನಿದನಿ (33, 67, 68, 84)
lead-headline: ಜಿಲ್ಲೆಯಲ್ಲಿ ಚಿರತೆಗಳ ಹಾವಳಿಗೆ ಜನತೆ ಕಂಗಾಲು (124, 65, 456, 91)
quote-text: ಮಂಡ್ಯ ಜಿಲ್ಲೆಯ ಗ್ರಾಮೀಣ ಭಾಗಗಳಲ್ಲಿ ಚಿರತೆಗಳು ಕಾಣಿಸಿಕೊಳ್ಳುತ್ತಿದ್ದು ಜನರು ಆತಂಕಕ್ಕೆ ಒಳಗಾಗಿದ್ದಾರೆ. ರೈತರು ಹೊಲ ಗದ್ದೆಗಳಿಗೆ ತೆರಳಲು ಹಿಂದೇಟು ಹಾಕುತ್ತಿದ್ದು ಅರಣ್ಯ ಇಲಾಖೆ ಬೋನುಗಳನ್ನು ಇರಿಸಿದೆ. ಕುರಿ, ಮೇಕೆ, ನಾಯಿಗಳ ಮೇಲೆ ದಾಳಿ ನಡೆಸುತ್ತಿರುವ ಚಿರತೆಗಳನ್ನು ಸೆರೆ ಹಿಡಿಯುವಂತೆ ಗ್ರಾಮಸ್ಥರು ಒತ್ತಾಯಿಸಿದ್ದಾರೆ. ರಾತ್ರಿ ವೇಳೆ ಓಡಾಡಲು ಭಯಪಡುತ್ತಿದ್ದು ಅಧಿಕಾರಿಗಳು ಕ್ರಮ ಕೈಗೊಳ್ಳಬೇಕು ಎಂದು ಮನವಿ ಮಾಡಿದ್ದಾರೆ. (455, 292, 591, 318)
hanidani-brand (14, 65, 67, 84)
edition-label: ದೇಶಕಾಲ (88, 35, 103, 41)
table-row (16, 189, 117, 195)
middle-col3: ಮಂಡ್ಯ ಜಿಲ್ಲೆಯ ಗ್ರಾಮೀಣ ಭಾಗಗಳಲ್ಲಿ ಚಿರತೆಗಳು ಕಾಣಿಸಿಕೊಳ್ಳುತ್ತಿದ್ದು ಜನರು ಆತಂಕಕ್ಕೆ ಒಳಗಾಗಿದ್ದಾರೆ. ರೈತರು ಹೊಲ ಗದ್ದೆಗಳಿಗೆ ತೆರಳಲು ಹಿಂದೇಟು ಹಾಕುತ್ತಿದ್ದು ಅರಣ್ಯ ಇಲಾಖೆ ಬೋನುಗಳನ್ನು ಇರಿಸಿದೆ. ಕುರಿ, ಮೇಕೆ, ನಾಯಿಗಳ ಮೇಲೆ ದಾಳಿ ನಡೆಸುತ್ತಿರುವ ಚಿರತೆಗಳನ್ನು ಸೆರೆ ಹಿಡಿಯುವಂತೆ ಗ್ರಾಮಸ್ಥರು ಒತ್ತಾಯಿಸಿದ್ದಾರೆ. ರಾತ್ರಿ ವೇಳೆ ಓಡಾಡಲು ಭಯಪಡುತ್ತಿದ್ದು ಅಧಿಕಾರಿಗಳು ಕ್ರಮ ಕೈಗೊಳ್ಳಬೇಕು ಎಂದು ಮನವಿ ಮಾಡಿದ್ದಾರೆ. (202, 498, 352, 518)
sidebar-story1-photo (14, 244, 118, 314)
ad2-line2: ಉದಯವಾಣಿ ವಾಟ್ಸಾಪ್ ಮಾಡಿ (467, 30, 513, 35)
bottom-col1: ಮಂಡ್ಯ ಜಿಲ್ಲೆಯ ಗ್ರಾಮೀಣ ಭಾಗಗಳಲ್ಲಿ ಚಿರತೆಗಳು ಕಾಣಿಸಿಕೊಳ್ಳುತ್ತಿದ್ದು ಜನರು ಆತಂಕಕ್ಕೆ ಒಳಗಾಗಿದ್ದಾರೆ. ರೈತರು ಹೊಲ ಗದ್ದೆಗಳಿಗೆ ತೆರಳಲು ಹಿಂದೇಟು ಹಾಕುತ್ತಿದ್ದು ಅರಣ್ಯ ಇಲಾಖೆ ಬೋನುಗಳನ್ನು ಇರಿಸಿದೆ. ಕುರಿ, ಮೇಕೆ, ನಾಯಿಗಳ ಮೇಲೆ ದಾಳಿ ನಡೆಸುತ್ತಿರುವ ಚಿರತೆಗಳನ್ನು ಸೆರೆ ಹಿಡಿಯುವಂತೆ ಗ್ರಾಮಸ್ಥರು ಒತ್ತಾಯಿಸಿದ್ದಾರೆ. ರಾತ್ರಿ ವೇಳೆ ಓಡಾಡಲು ಭಯಪಡುತ್ತಿದ್ದು ಅಧಿಕಾರಿಗಳು ಕ್ರಮ ಕೈಗೊಳ್ಳಬೇಕು ಎಂದು ಮನವಿ ಮಾಡಿದ್ದಾರೆ. (14, 740, 62, 813)
side-body2: ಮಂಡ್ಯ ಜಿಲ್ಲೆಯ ಗ್ರಾಮೀಣ ಭಾಗಗಳಲ್ಲಿ ಚಿರತೆಗಳು ಕಾಣಿಸಿಕೊಳ್ಳುತ್ತಿದ್ದು ಜನರು ಆತಂಕಕ್ಕೆ ಒಳಗಾಗಿದ್ದಾರೆ. ರೈತರು ಹೊಲ ಗದ್ದೆಗಳಿಗೆ ತೆರಳಲು ಹಿಂದೇಟು ಹಾಕುತ್ತಿದ್ದು ಅರಣ್ಯ ಇಲಾಖೆ ಬೋನುಗಳನ್ನು ಇರಿಸಿದೆ. ಕುರಿ, ಮೇಕೆ, ನಾಯಿಗಳ ಮೇಲೆ ದಾಳಿ ನಡೆಸುತ್ತಿರುವ ಚಿರತೆಗಳನ್ನು ಸೆರೆ ಹಿಡಿಯುವಂತೆ ಗ್ರಾಮಸ್ಥರು ಒತ್ತಾಯಿಸಿದ್ದಾರೆ. ರಾತ್ರಿ ವೇಳೆ ಓಡಾಡಲು ಭಯಪಡುತ್ತಿದ್ದು ಅಧಿಕಾರಿಗಳು ಕ್ರಮ ಕೈಗೊಳ್ಳಬೇಕು ಎಂದು ಮನವಿ ಮಾಡಿದ್ದಾರೆ. (528, 234, 594, 281)
ad1-right: ನಿಮ್ಮ ಅಭಿಪ್ರಾಯ ರೂಪಿಸಲು ಬೇಕು (413, 19, 455, 31)
bottom-caption: ಶ್ರೀರಂಗಪಟ್ಟಣದಲ್ಲಿ ಮಹಿಳಾ ಮೋರ್ಚಾದಿಂದ ಕಾವೇರಿಗೆ ಬಾಗಿನ ಅರ್ಪಿಸಲಾಯಿತು. (66, 828, 177, 833)
bottom-col3: ಮಂಡ್ಯ ಜಿಲ್ಲೆಯ ಗ್ರಾಮೀಣ ಭಾಗಗಳಲ್ಲಿ ಚಿರತೆಗಳು ಕಾಣಿಸಿಕೊಳ್ಳುತ್ತಿದ್ದು ಜನರು ಆತಂಕಕ್ಕೆ ಒಳಗಾಗಿದ್ದಾರೆ. ರೈತರು ಹೊಲ ಗದ್ದೆಗಳಿಗೆ ತೆರಳಲು ಹಿಂದೇಟು ಹಾಕುತ್ತಿದ್ದು ಅರಣ್ಯ ಇಲಾಖೆ ಬೋನುಗಳನ್ನು ಇರಿಸಿದೆ. ಕುರಿ, ಮೇಕೆ, ನಾಯಿಗಳ ಮೇಲೆ ದಾಳಿ ನಡೆಸುತ್ತಿರುವ ಚಿರತೆಗಳನ್ನು ಸೆರೆ ಹಿಡಿಯುವಂತೆ ಗ್ರಾಮಸ್ಥರು ಒತ್ತಾಯಿಸಿದ್ದಾರೆ. ರಾತ್ರಿ ವೇಳೆ ಓಡಾಡಲು ಭಯಪಡುತ್ತಿದ್ದು ಅಧಿಕಾರಿಗಳು ಕ್ರಮ ಕೈಗೊಳ್ಳಬೇಕು ಎಂದು ಮನವಿ ಮಾಡಿದ್ದಾರೆ. (166, 840, 262, 877)
side-headline: ಮದ್ದೂರು ತಾಲೂಕಿನಲ್ಲಿ 9 ಬೋನು ಇರಿಸಲಾಗಿದೆ (404, 222, 522, 231)
whatsapp-number[interactable]: 8310152292 (489, 42, 567, 58)
lead-subhead: ಮದ್ದೂರು, ಮಳವಳ್ಳಿ, ಪಾಂಡವಪುರ, ಕೆ.ಆರ್.ಪೇಟೆಯಲ್ಲಿ ಚಿರತೆಗಳ ಸಂಚಾರ | ಕೃಷಿ ಚಟುವಟಿಕೆಗೆ ರೈತರ ಹಿಂದೇಟು (126, 94, 420, 103)
middle-byline: ಉದಯವಾಣಿ ಸಮಾಚಾರ (128, 430, 165, 435)
